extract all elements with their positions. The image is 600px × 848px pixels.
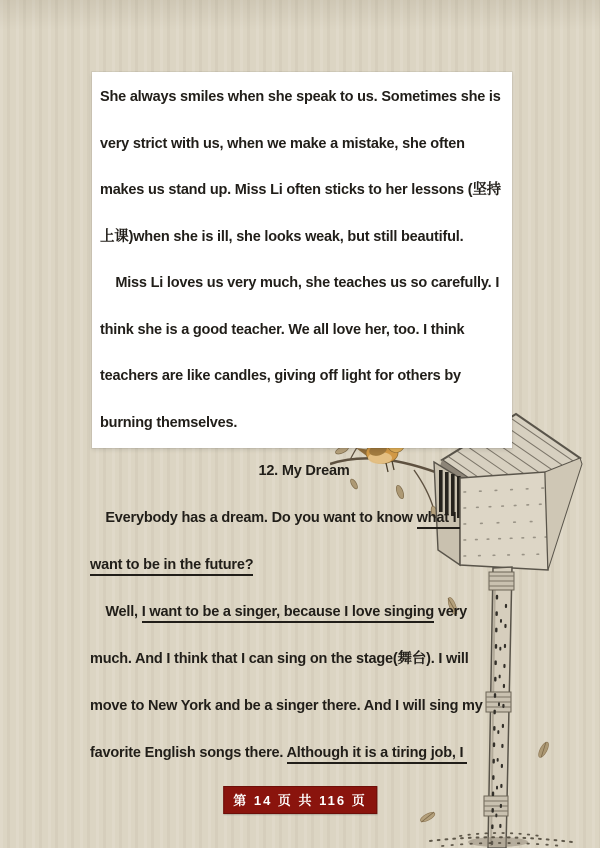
text-segment: much. And I think that I can sing on the stage(舞台). I will — [90, 651, 469, 667]
text-line — [90, 589, 518, 636]
text-line — [100, 121, 506, 168]
text-segment: favorite English songs there. — [90, 745, 287, 761]
text-line — [100, 167, 506, 214]
page-number-badge: 第 14 页 共 116 页 — [223, 786, 377, 814]
text-line — [90, 730, 518, 777]
dream-section — [90, 448, 518, 777]
text-segment: teachers are like candles, giving off light for others by — [100, 368, 461, 384]
text-line — [90, 542, 518, 589]
text-line — [100, 260, 506, 307]
text-segment: Well, — [90, 604, 142, 620]
text-segment: very — [434, 604, 467, 620]
text-segment: very strict with us, when we make a mistake, she often — [100, 135, 465, 152]
section-heading: 12. My Dream — [258, 463, 350, 479]
text-segment: move to New York and be a singer there. And I will sing my — [90, 698, 483, 714]
text-line — [90, 683, 518, 730]
essay-lines — [100, 74, 506, 446]
underlined-text: Although it is a tiring job, I — [287, 745, 468, 764]
text-line — [100, 353, 506, 400]
text-line — [90, 636, 518, 683]
text-segment: makes us stand up. Miss Li often sticks to her lessons (坚持 — [100, 182, 501, 198]
text-segment: Everybody has a dream. Do you want to know — [90, 510, 417, 526]
underlined-text: I want to be a singer, because I love singing — [142, 604, 434, 623]
text-segment: 上课)when she is ill, she looks weak, but still beautiful. — [100, 228, 464, 245]
underlined-text: what I — [417, 510, 461, 529]
text-segment: Miss Li loves us very much, she teaches us so carefully. I — [100, 275, 500, 291]
essay-text-box — [92, 72, 512, 448]
underlined-text: want to be in the future? — [90, 557, 253, 576]
dream-lines — [90, 495, 518, 777]
text-segment: She always smiles when she speak to us. Sometimes she is — [100, 89, 501, 105]
text-line — [90, 495, 518, 542]
text-line — [100, 74, 506, 121]
text-segment: burning themselves. — [100, 414, 238, 431]
text-line — [100, 214, 506, 261]
text-line — [100, 307, 506, 354]
text-segment: think she is a good teacher. We all love her, too. I think — [100, 321, 465, 338]
text-line — [100, 400, 506, 447]
